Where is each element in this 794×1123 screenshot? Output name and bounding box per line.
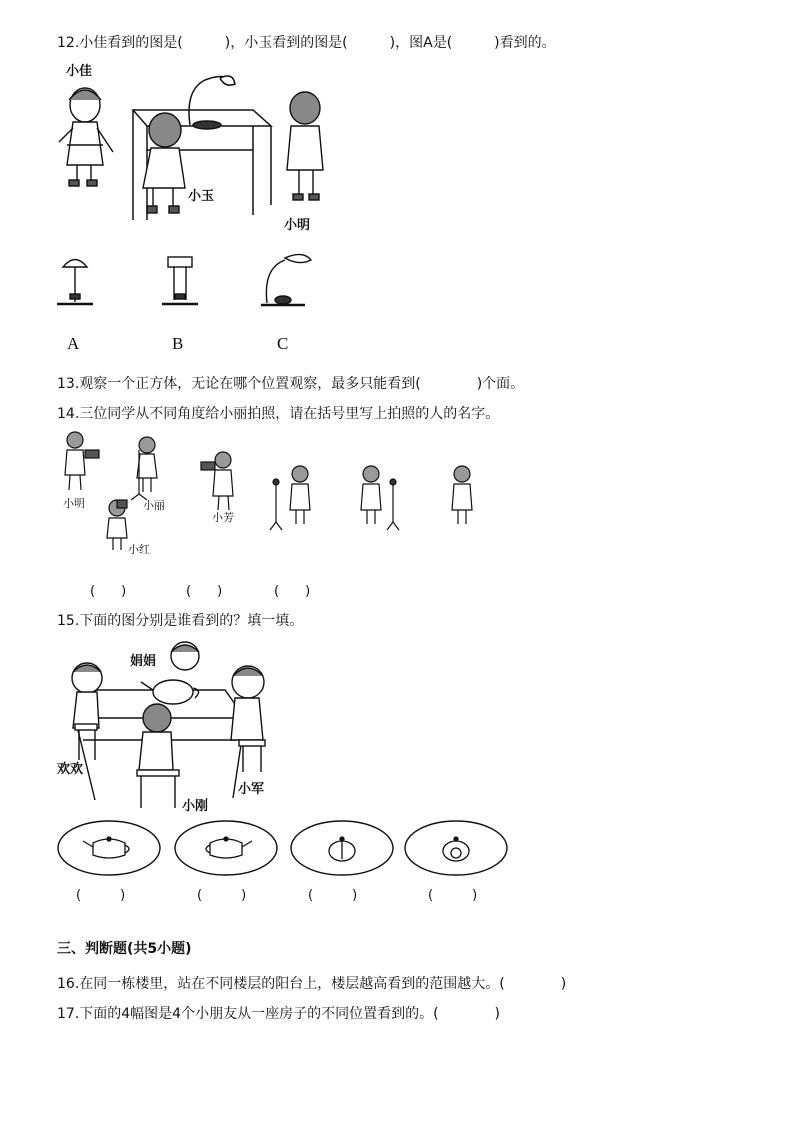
teapot-view-4 [404,819,508,877]
q16-question: 16.在同一栋楼里，站在不同楼层的阳台上，楼层越高看到的范围越大。( ) [57,976,567,992]
q15-answer-2[interactable]: ( ) [197,888,247,903]
q14-question: 14.三位同学从不同角度给小丽拍照，请在括号里写上拍照的人的名字。 [57,406,500,422]
option-a-label: A [67,334,80,353]
q12-question: 12.小佳看到的图是( )，小玉看到的图是( )，图A是( )看到的。 [57,35,556,51]
q15-answer-3[interactable]: ( ) [308,888,358,903]
label-xiaoming: 小明 [284,218,311,233]
option-b-label: B [172,334,184,353]
teapot-view-2 [174,819,278,877]
section3-title: 三、判断题(共5小题) [57,941,192,957]
teapot-view-3 [290,819,394,877]
label-xiaojia: 小佳 [66,64,93,79]
photo-view-1 [270,462,320,532]
photo-view-3 [445,462,480,532]
q17-question: 17.下面的4幅图是4个小朋友从一座房子的不同位置看到的。( ) [57,1006,501,1022]
label-q14-xiaoli: 小丽 [143,499,165,512]
label-q14-xiaohong: 小红 [128,543,150,556]
q14-answer-1[interactable]: ( ) [90,584,127,599]
label-juanjuan: 娟娟 [130,654,157,669]
label-xiaojun: 小军 [238,782,265,797]
q15-answer-1[interactable]: ( ) [76,888,126,903]
label-huanhuan: 欢欢 [57,762,84,777]
lamp-option-b [160,252,200,312]
teapot-view-1 [57,819,161,877]
q13-question: 13.观察一个正方体，无论在哪个位置观察，最多只能看到( )个面。 [57,376,525,392]
photo-view-2 [355,462,405,532]
q12-scene-illustration [55,70,345,235]
label-xiaogang: 小刚 [182,799,209,814]
q14-answer-2[interactable]: ( ) [186,584,223,599]
lamp-option-c [255,248,315,312]
q14-photographers-scene [55,430,255,560]
q14-answer-3[interactable]: ( ) [274,584,311,599]
q15-answer-4[interactable]: ( ) [428,888,478,903]
label-q14-xiaofang: 小芳 [212,511,234,524]
label-q14-xiaoming: 小明 [63,497,85,510]
lamp-option-a [55,252,95,312]
q15-question: 15.下面的图分别是谁看到的？填一填。 [57,613,304,629]
option-c-label: C [277,334,289,353]
label-xiaoyu: 小玉 [188,189,215,204]
